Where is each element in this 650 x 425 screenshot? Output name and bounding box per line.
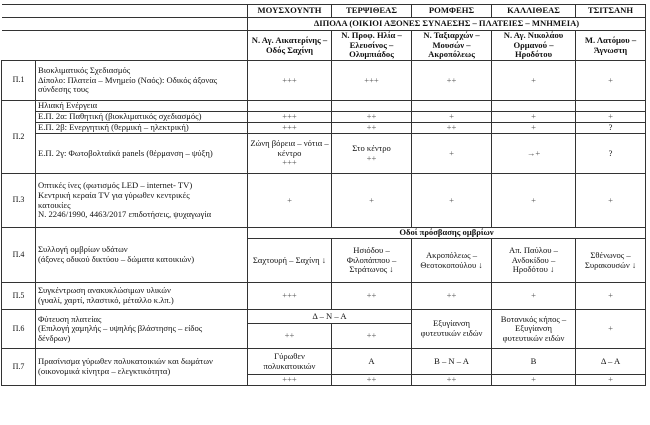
value-cell: Α [332,349,412,375]
value-cell: +++ [248,112,332,123]
row-description [36,349,248,386]
value-cell [576,239,646,283]
runoff-roads-header: Οδοί πρόσβασης ομβρίων [248,228,646,239]
value-cell [492,239,576,283]
value-cell: + [492,174,576,228]
value-cell: +++ [248,61,332,101]
value-cell: + [412,174,492,228]
value-cell [492,310,576,349]
col-terpsitheas: ΤΕΡΨΙΘΕΑΣ [332,5,412,18]
row-description [36,174,248,228]
desc-line: Κεντρική κεραία TV για γύρωθεν κεντρικές [38,189,190,200]
cell-line: Ζώνη βόρεια – νότια – [250,138,329,149]
desc-line: (γυαλί, χαρτί, πλαστικό, μέταλλο κ.λπ.) [38,295,174,305]
value-cell: + [492,61,576,101]
value-cell: +++ [248,123,332,134]
value-cell: Β – Ν – Α [412,349,492,375]
col-moschouni: ΜΟΥΣΧΟΥΝΤΗ [248,5,332,18]
value-cell [412,239,492,283]
value-cell: + [576,61,646,101]
row-p5 [2,283,646,310]
value-cell: ++ [332,123,412,134]
value-cell: + [412,112,492,123]
value-cell [332,134,412,174]
empty-cell [248,101,332,112]
value-cell: Β [492,349,576,375]
cell-line: Γύρωθεν [274,350,305,361]
cell-line: Βοτανικός κήπος – [500,313,567,324]
value-cell [332,239,412,283]
row-id: Π.7 [2,349,36,386]
value-cell: + [576,174,646,228]
cell-line: Εξυγίανση [433,318,470,329]
col-kallitheas: ΚΑΛΛΙΘΕΑΣ [492,5,576,18]
desc-line: Βιοκλιματικός Σχεδιασμός [38,65,131,76]
sub-header-blank [2,31,248,61]
value-cell: + [492,112,576,123]
group-header-blank [2,18,248,31]
cell-line: Σθένωνος – [590,249,631,260]
value-cell: ++ [248,324,332,349]
desc-line: δένδρων) [38,332,71,343]
value-cell [248,134,332,174]
row-id: Π.5 [2,283,36,310]
value-cell: + [576,112,646,123]
row-id: Π.3 [2,174,36,228]
cell-line: Ανδοκίδου – [511,254,556,265]
row-description: Ε.Π. 2γ: Φωτοβολταϊκά panels (θέρμανση – ψύξη) [36,134,248,174]
value-cell: + [492,283,576,310]
row-p3 [2,174,646,228]
value-cell: Δ – Ν – Α [248,310,412,324]
row-p1 [2,61,646,101]
cell-line: Ακροπόλεως – [425,249,478,260]
desc-line: Δίπολο: Πλατεία – Μνημείο (Ναός): Οδικός άξονας [38,74,218,85]
value-cell: + [412,134,492,174]
value-cell: ? [576,123,646,134]
value-cell: ++ [332,375,412,386]
value-cell: + [576,375,646,386]
value-cell [248,349,332,375]
row-description: Ε.Π. 2α: Παθητική (βιοκλιματικός σχεδιασμός) [36,112,248,123]
cell-line: Ησιόδου – [353,245,390,256]
value-cell: + [492,123,576,134]
value-cell: +++ [248,283,332,310]
value-cell: +++ [248,375,332,386]
desc-line: κατοικίες [38,199,71,210]
value-cell: ++ [412,61,492,101]
value-cell: ++ [332,283,412,310]
group-header-row [2,18,646,31]
cell-line: πολυκατοικιών [263,360,316,371]
value-cell: + [492,375,576,386]
cell-line: Συρακουσών ↓ [584,259,637,270]
value-cell: + [576,283,646,310]
sub-header-row [2,31,646,61]
desc-line: σύνδεσης τους [38,84,89,95]
row-p2-title [2,101,646,112]
cell-line: Σαχτουρή – Σαχίνη ↓ [252,254,327,265]
row-p2b [2,123,646,134]
cell-line: Θεοτοκοπούλου ↓ [420,259,483,270]
col-tsitsani: ΤΣΙΤΣΑΝΗ [576,5,646,18]
desc-line: Πρασίνισμα γύρωθεν πολυκατοικιών και δωμάτων [38,356,213,367]
value-cell: ++ [412,123,492,134]
cell-line: φυτευτικών ειδών [502,332,565,343]
cell-line: Ηροδότου ↓ [512,264,555,275]
cell-line: Απ. Παύλου – [509,245,558,256]
group-header: ΔΙΠΟΛΑ (ΟΙΚΙΟΙ ΑΞΟΝΕΣ ΣΥΝΑΕΣΗΣ – ΠΛΑΤΕΙΕΣ – ΜΝΗΜΕΙΑ) [248,18,646,31]
value-cell: ? [576,134,646,174]
cell-line: +++ [282,157,297,168]
row-id: Π.6 [2,310,36,349]
value-cell: ++ [412,375,492,386]
desc-line: (οικονομικά κίνητρα – ελεγκτικότητα) [38,366,171,376]
sub-tsitsani: Μ. Λατόμου – Άγνωστη [576,31,646,61]
cell-line: κέντρο [277,147,302,158]
empty-cell [332,101,412,112]
desc-line: Ν. 2246/1990, 4463/2017 επιδοτήσεις, ψυχαγωγία [38,209,212,220]
cell-line: Φιλοπάππου – [346,254,397,265]
desc-line: Συγκέντρωση ανακυκλώσιμων υλικών [38,285,171,296]
row-p6-top [2,310,646,324]
empty-cell [576,101,646,112]
value-cell: ++ [412,283,492,310]
value-cell: ++ [332,324,412,349]
cell-line: Στο κέντρο [352,142,391,153]
row-p2c [2,134,646,174]
value-cell: +++ [332,61,412,101]
row-description [36,310,248,349]
row-description: Ε.Π. 2β: Ενεργητική (θερμική – ηλεκτρική) [36,123,248,134]
desc-line: (άξονες οδικού δικτύου – δώματα κατοικιών) [38,254,195,264]
row-id: Π.4 [2,228,36,283]
empty-cell [492,101,576,112]
sub-kallitheas: Ν. Αγ. Νικολάου Ορμανού – Ηροδότου [492,31,576,61]
desc-line: Φύτευση πλατείας [38,313,102,324]
row-id: Π.2 [2,101,36,174]
column-header-row [2,5,646,18]
sub-terpsitheas: Ν. Προφ. Ηλία – Ελευσίνος – Ολυμπιάδος [332,31,412,61]
empty-cell [412,101,492,112]
value-cell [248,239,332,283]
row-description [36,283,248,310]
desc-line: Συλλογή ομβρίων υδάτων [38,244,128,255]
header-blank [2,5,248,18]
cell-line: Στράτωνος ↓ [349,264,394,275]
cell-line: ++ [366,152,377,163]
value-cell: + [332,174,412,228]
cell-line: Εξυγίανση [515,323,552,334]
row-p7-top [2,349,646,375]
col-romfeis: ΡΟΜΦΕΗΣ [412,5,492,18]
cell-line: φυτευτικών ειδών [420,328,483,338]
row-p2a [2,112,646,123]
evaluation-table [1,1,646,386]
value-cell: + [248,174,332,228]
evaluation-table-wrapper [1,1,645,423]
row-description [36,228,248,283]
value-cell: + [576,310,646,349]
value-cell: Δ – Α [576,349,646,375]
row-p4-band [2,228,646,239]
row-title: Ηλιακή Ενέργεια [36,101,248,112]
row-description [36,61,248,101]
desc-line: Οπτικές ίνες (φωτισμός LED – internet- TV) [38,180,193,191]
desc-line: (Επιλογή χαμηλής – υψηλής βλάστησης – είδος [38,323,203,334]
sub-moschouni: Ν. Αγ. Αικατερίνης – Οδός Σαχίνη [248,31,332,61]
row-id: Π.1 [2,61,36,101]
sub-romfeis: Ν. Ταξιαρχών – Μουσών – Ακροπόλεως [412,31,492,61]
value-cell: →+ [492,134,576,174]
value-cell [412,310,492,349]
value-cell: ++ [332,112,412,123]
